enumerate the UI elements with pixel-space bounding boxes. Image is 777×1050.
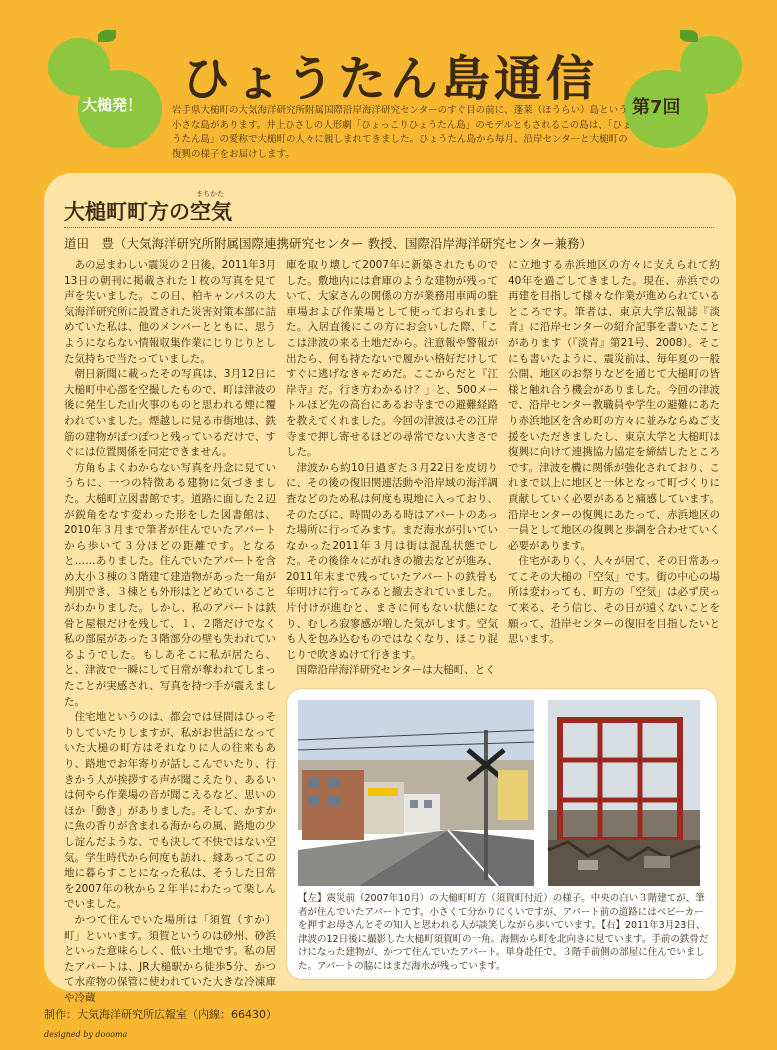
page-title: ひょうたん島通信 xyxy=(181,51,598,107)
paragraph: 国際沿岸海洋研究センターは大槌町、とく xyxy=(296,664,496,677)
paragraph: あの忌まわしい震災の２日後、2011年3月13日の朝刊に掲載された１枚の写真を見て声を失いました。この日、柏キャンパスの大気海洋研究所に設置された災害対策本部に詰めていた私は、他のメンバーとともに、思うようにならない情報収集作業にじりじりとした気持ちで当たっていました。 xyxy=(64,259,276,365)
photo-before-quake xyxy=(298,700,534,886)
paragraph: 住宅がありく、人々が居て、その日常あってこその大槌の「空気」です。街の中心の場所は変わっても、町方の「空気」は必ず戻って来る、そう信じ、その日が遠くないことを願って、沿岸センターの復旧を目指したいと思います。 xyxy=(508,555,720,646)
paragraph: かつて住んでいた場所は「須賀（すか）町」といいます。須賀というのは砂州、砂浜といった意味らしく、低い土地です。私の居たアパートは、JR大槌駅から徒歩5分、かつて水産物の保管に使われていた大きな冷凍庫や冷蔵 xyxy=(64,913,276,1004)
article-column-2 xyxy=(286,258,498,678)
paragraph: 津波から約10日過ぎた３月22日を皮切りに、その後の復旧関連活動や沿岸域の海洋調査などのため私は何度も現地に入っており、そのたびに、時間のある時はアパートのあった場所に行ってみます。まだ海水が引いていなかった2011年３月は街は混乱状態でした。その後徐々にがれきの撤去などが進み、2011年末まで残っていたアパートの鉄骨も年明けに行ってみると撤去されていました。片付けが進むと、まさに何もない状態になり、むしろ寂寥感が増した気がします。空気も人を包み込むものではなくなり、ほこり混じりで吹きぬけて行きます。 xyxy=(286,461,498,661)
paragraph: 朝日新聞に載ったその写真は、3月12日に大槌町中心部を空撮したもので、町は津波の後に発生した山火事のものと思われる煙に覆われていました。煙越しに見る市街地は、鉄筋の建物がぽつぽつと残っているだけで、すぐには位置関係を同定できません。 xyxy=(64,368,276,459)
paragraph: に立地する赤浜地区の方々に支えられて約40年を過ごしてきました。現在、赤浜での再建を目指して様々な作業が進められているところです。筆者は、東京大学広報誌『淡青』に沿岸センターの紹介記事を書いたことがあります（『淡青』第21号、2008）。そこにも書いたように、震災前は、毎年夏の一般公開、地区のお祭りなどを通じて大槌町の皆様と触れ合う機会がありました。今回の津波で、沿岸センター教職員や学生の避難にあたり赤浜地区を含め町の方々に並みならぬご支援をいただきましたし、東京大学と大槌町は復興に向けて連携協力協定を締結したところです。津波を機に関係が強化されており、これまで以上に地区と一体となって町づくりに貢献していく必要があると痛感しています。沿岸センターの復興にあたって、赤浜地区の一員として地区の復興と歩調を合わせていく必要があります。 xyxy=(508,259,720,552)
designer-credit: designed by doooma xyxy=(44,1030,128,1039)
photo-caption: 【左】震災前（2007年10月）の大槌町町方（須賀町付近）の様子。中央の白い３階建てが、筆者が住んでいたアパートです。小さくて分かりにくいですが、アパート前の道路にはベビーカーを押すお母さんとその知人と思われる人が談笑しながら歩いています。【右】2011年3月23日、津波の12日後に撮影した大槌町須賀町の一角。海側から町を北向きに見ています。手前の鉄骨だけになった建物が、かつて住んでいたアパート。単身赴任で、３階手前側の部屋に住んでいました。アパートの脇にはまだ海水が残っています。 xyxy=(298,893,709,972)
gourd-left-icon xyxy=(40,30,180,140)
lead-text: 岩手県大槌町の大気海洋研究所附属国際沿岸海洋研究センターのすぐ目の前に、蓬莱（ほうらい）島という小さな島があります。井上ひさしの人形劇「ひょっこりひょうたん島」のモデルともされるこの島は、「ひょうたん島」の愛称で大槌町の人々に親しまれてきました。ひょうたん島から毎月、沿岸センターと大槌町の復興の様子をお届けします。 xyxy=(172,105,632,160)
article-column-3 xyxy=(508,258,720,678)
article-title: 大槌町町方の空気 xyxy=(64,200,232,224)
article-column-1 xyxy=(64,258,276,1004)
paragraph: 方角もよくわからない写真を丹念に見ていうちに、一つの特徴ある建物に気づきました。大槌町立図書館です。道路に面した２辺が鋭角をなす変わった形をした図書館は、2010年３月まで筆者が住んでいたアパートから歩いて３分ほどの距離です。となると……ありました。住んでいたアパートを含め大小３棟の３階建て建造物があった一角が判別でき、３棟とも外形はとどめていることがわかりました。しかし、私のアパートは鉄骨と屋根だけを残して、１、２階だけでなく私の部屋があった３階部分の壁も失われているようでした。もしあそこに私が居たら、と、津波で一瞬にして日常が奪われてしまったことが実感され、写真を持つ手が震えました。 xyxy=(64,461,276,708)
paragraph: 住宅地というのは、都会では昼間はひっそりしていたりしますが、私がお世話になっていた大槌の町方はそれなりに人の往来もあり、路地でお年寄りが話しこんでいたり、行きかう人が挨拶する声が聞こえたり、あるいは何やら作業場の音が聞こえるなど、思いのほか「動き」がありました。そして、かすかに魚の香りが含まれる海からの風、路地の少し淀んだような、でも決して不快ではない空気。学生時代から何度も訪れ、縁あってこの地に暮らすことになった私は、そうした日常を2007年の秋から２年半にわたって楽しんでいました。 xyxy=(64,711,276,911)
paragraph: 庫を取り壊して2007年に新築されたものでした。敷地内には倉庫のような建物が残っていて、大家さんの関係の方が業務用車両の駐車場および作業場として使っておられました。入居直後にこの方にお会いした際、「ここは津波の来る土地だから。注意報や警報が出たら、何も持たないで履かい格好だけしてすぐに逃げなきゃだめだ。ここからだと『江岸寺』だ。行き方わかるけ？」と、500メートルほど先の高台にあるお寺までの避難経路を教えてくれました。今回の津波はその江岸寺まで押し寄せるほどの尋常でない大きさでした。 xyxy=(286,259,498,459)
title-ruby: まちかた xyxy=(196,190,224,198)
title-divider xyxy=(64,227,714,228)
photo-after-tsunami xyxy=(548,700,700,886)
footer-credit: 制作：大気海洋研究所広報室（内線：66430） xyxy=(44,1008,277,1021)
badge-right: 第7回 xyxy=(632,97,681,118)
badge-left: 大槌発！ xyxy=(82,96,143,114)
article-byline: 道田 豊（大気海洋研究所附属国際連携研究センター 教授、国際沿岸海洋研究センター兼務） xyxy=(64,236,592,251)
